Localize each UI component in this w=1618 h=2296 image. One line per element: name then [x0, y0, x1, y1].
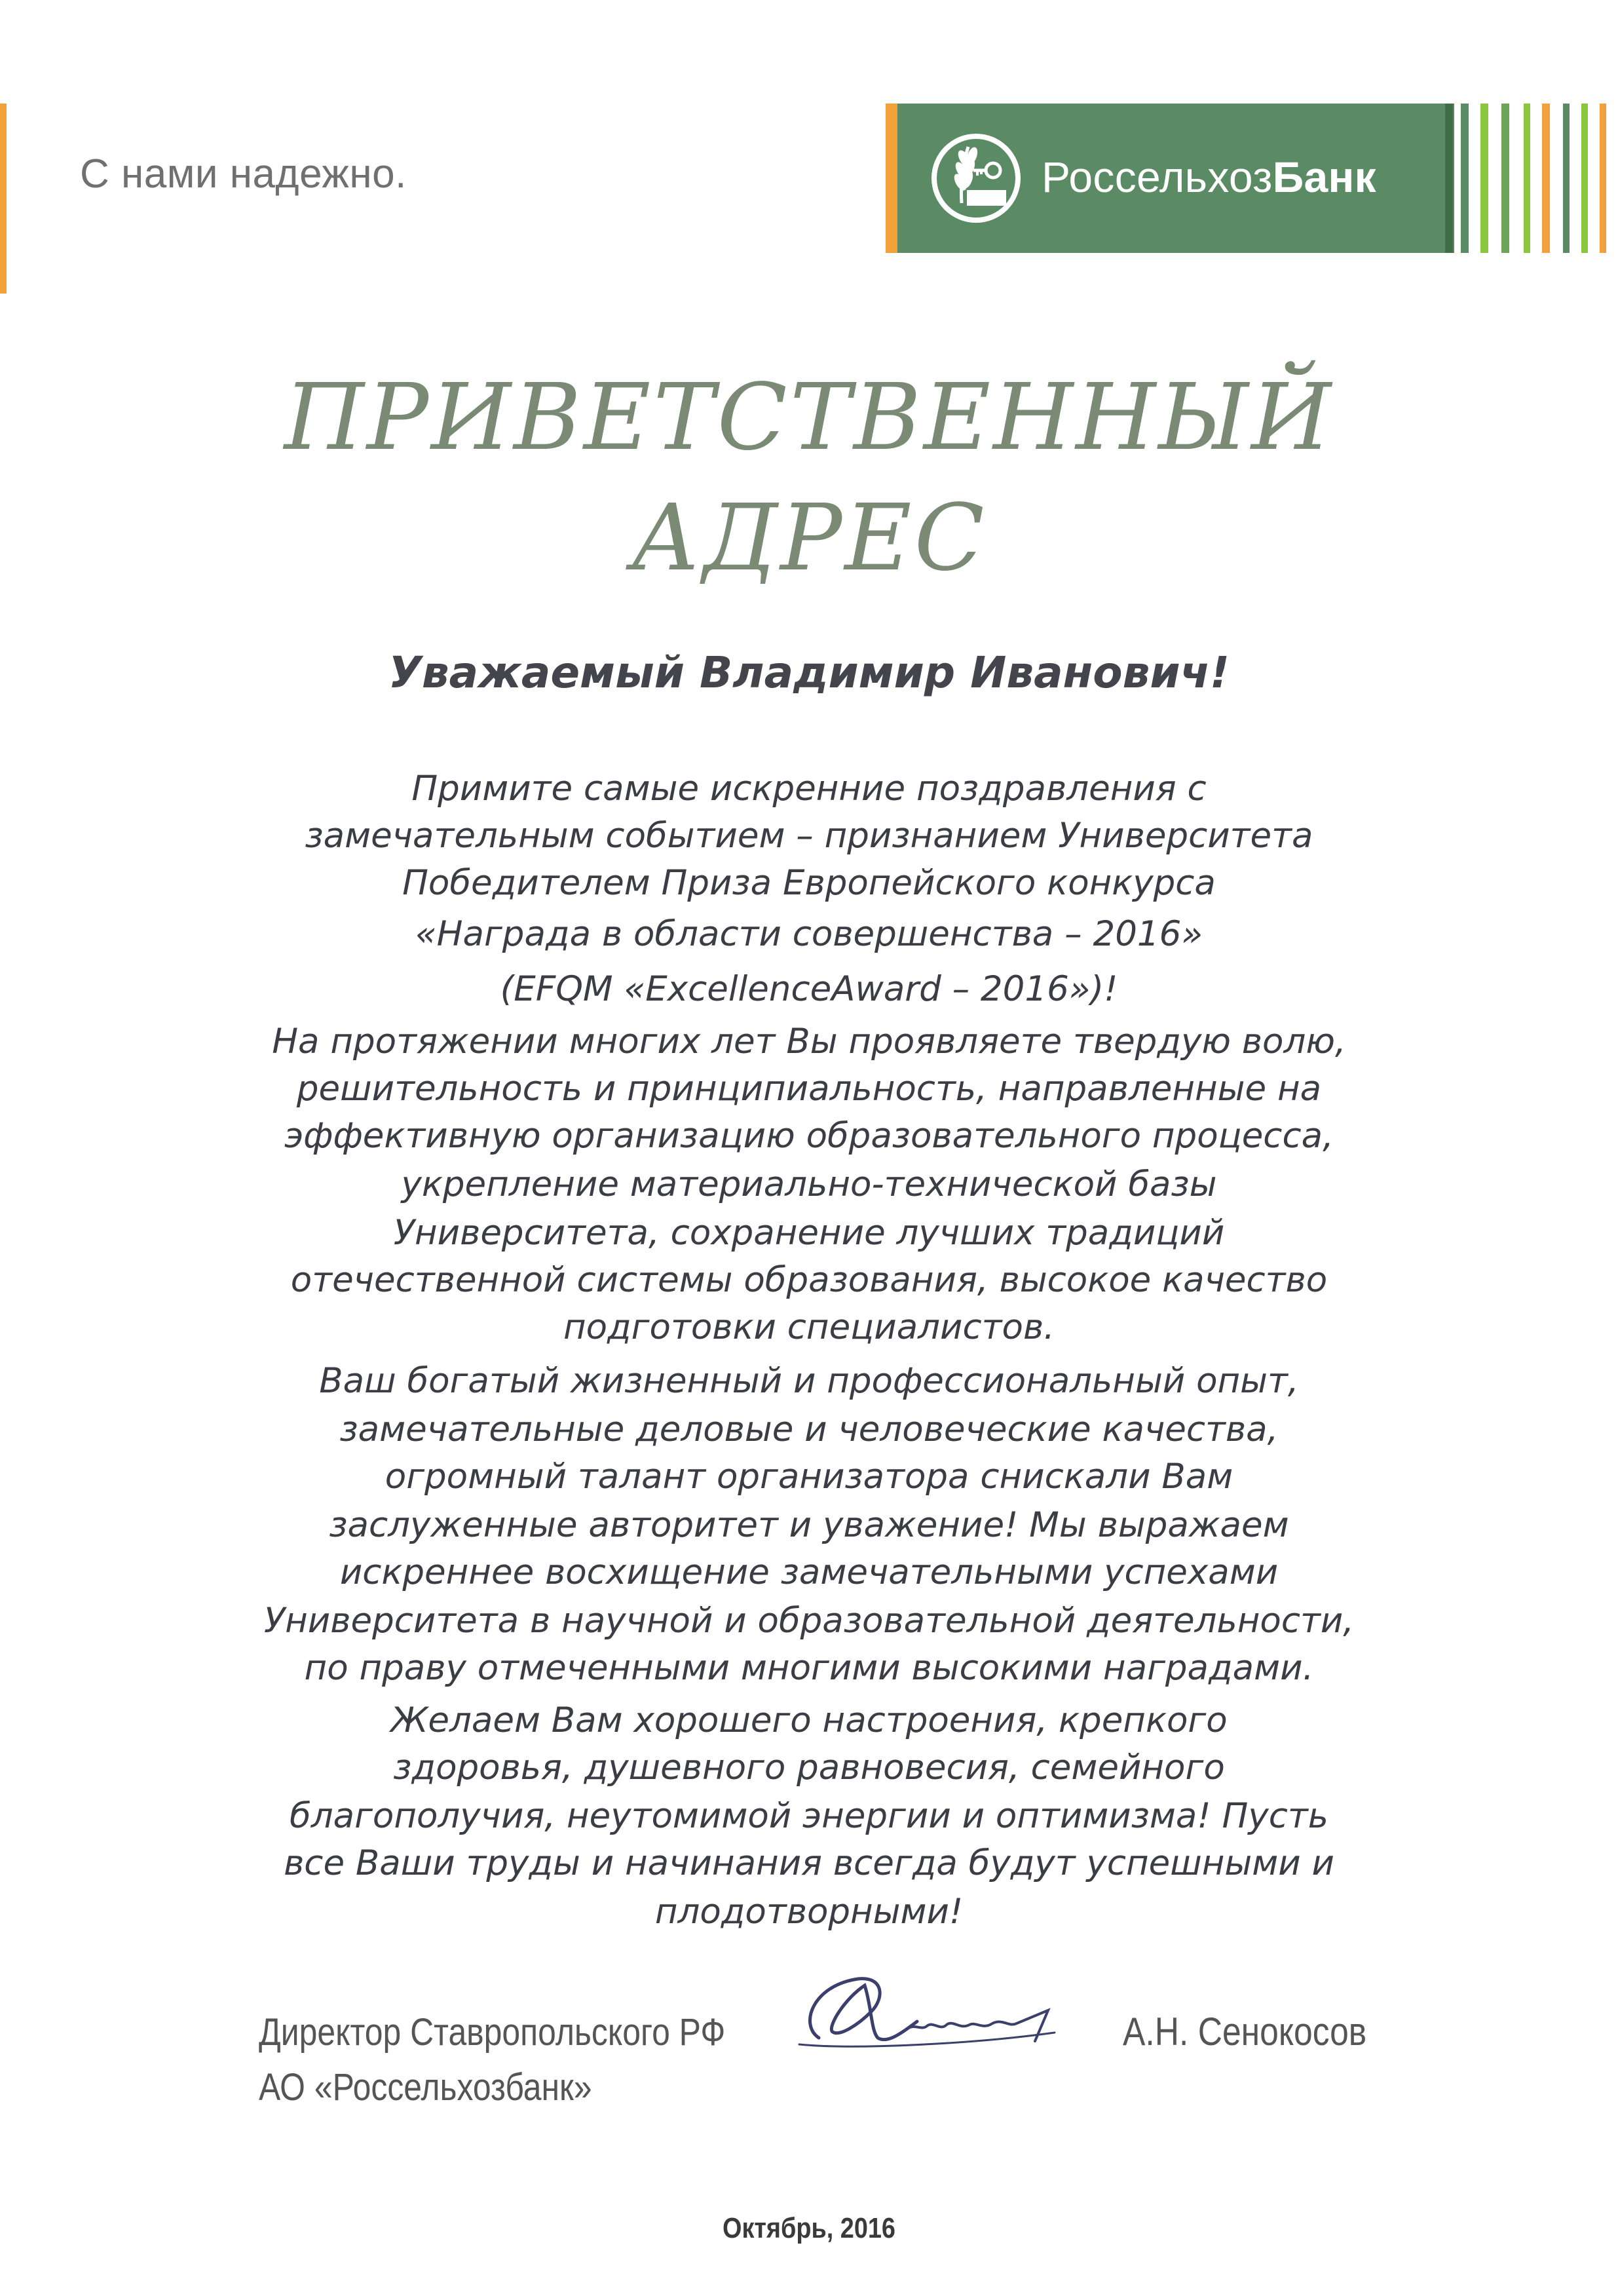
brand-header-bar [886, 104, 1454, 253]
body-line: (EFQM «ExcellenceAward – 2016»)! [500, 969, 1118, 1009]
brand-stripe [1563, 104, 1570, 253]
body-line: «Награда в области совершенства – 2016» [415, 914, 1203, 954]
document-title-line-2: АДРЕС [631, 485, 987, 592]
body-line: Примите самые искренние поздравления с [411, 769, 1207, 809]
body-line: отечественной системы образования, высокое качество [290, 1260, 1328, 1300]
document-date: Октябрь, 2016 [723, 2212, 895, 2244]
body-line: решительность и принципиальность, направленные на [296, 1069, 1322, 1109]
body-line: Победителем Приза Европейского конкурса [402, 863, 1216, 903]
brand-stripe [1542, 104, 1550, 253]
body-line: благополучия, неутомимой энергии и оптимизма! Пусть [290, 1796, 1328, 1836]
signer-position-line-2: АО «Россельхозбанк» [259, 2066, 592, 2109]
brand-stripe [1600, 104, 1606, 253]
body-line: заслуженные авторитет и уважение! Мы выражаем [329, 1505, 1289, 1545]
body-line: огромный талант организатора снискали Вам [385, 1457, 1233, 1497]
signer-name: А.Н. Сенокосов [1123, 2010, 1367, 2054]
body-line: Университета в научной и образовательной деятельности, [263, 1601, 1355, 1641]
body-line: укрепление материально-технической базы [401, 1164, 1217, 1204]
body-line: по праву отмеченными многими высокими наградами. [304, 1648, 1314, 1688]
body-line: Университета, сохранение лучших традиций [393, 1213, 1225, 1253]
brand-stripe [1524, 104, 1530, 253]
body-line: Желаем Вам хорошего настроения, крепкого [390, 1700, 1228, 1740]
body-line: все Ваши труды и начинания всегда будут успешными и [284, 1843, 1334, 1883]
greeting: Уважаемый Владимир Иванович! [388, 647, 1230, 698]
body-line: замечательным событием – признанием Университета [305, 816, 1313, 856]
handwritten-signature [773, 1959, 1127, 2077]
bank-logo-icon [928, 130, 1025, 227]
brand-stripe [1581, 104, 1588, 253]
bank-slogan: С нами надежно. [80, 151, 407, 197]
brand-bar-orange-edge [886, 104, 897, 253]
body-line: здоровья, душевного равновесия, семейного [393, 1748, 1225, 1788]
body-line: искреннее восхищение замечательными успехами [339, 1552, 1279, 1592]
signer-position-line-1: Директор Ставропольского РФ [259, 2011, 726, 2054]
body-line: замечательные деловые и человеческие качества, [339, 1409, 1279, 1449]
brand-stripe [1480, 104, 1488, 253]
body-line: подготовки специалистов. [563, 1307, 1055, 1347]
document-title-line-1: ПРИВЕТСТВЕННЫЙ [284, 364, 1334, 471]
brand-name: РоссельхозБанк [1042, 153, 1376, 201]
body-line: Ваш богатый жизненный и профессиональный опыт, [319, 1361, 1299, 1401]
body-line: На протяжении многих лет Вы проявляете твердую волю, [272, 1022, 1346, 1062]
brand-stripe [1461, 104, 1469, 253]
brand-stripe [1501, 104, 1509, 253]
body-line: плодотворными! [654, 1892, 964, 1932]
body-line: эффективную организацию образовательного процесса, [284, 1116, 1334, 1156]
brand-stripe [1445, 104, 1453, 253]
signer-position [259, 2005, 725, 2115]
edge-accent-mark [0, 104, 7, 294]
